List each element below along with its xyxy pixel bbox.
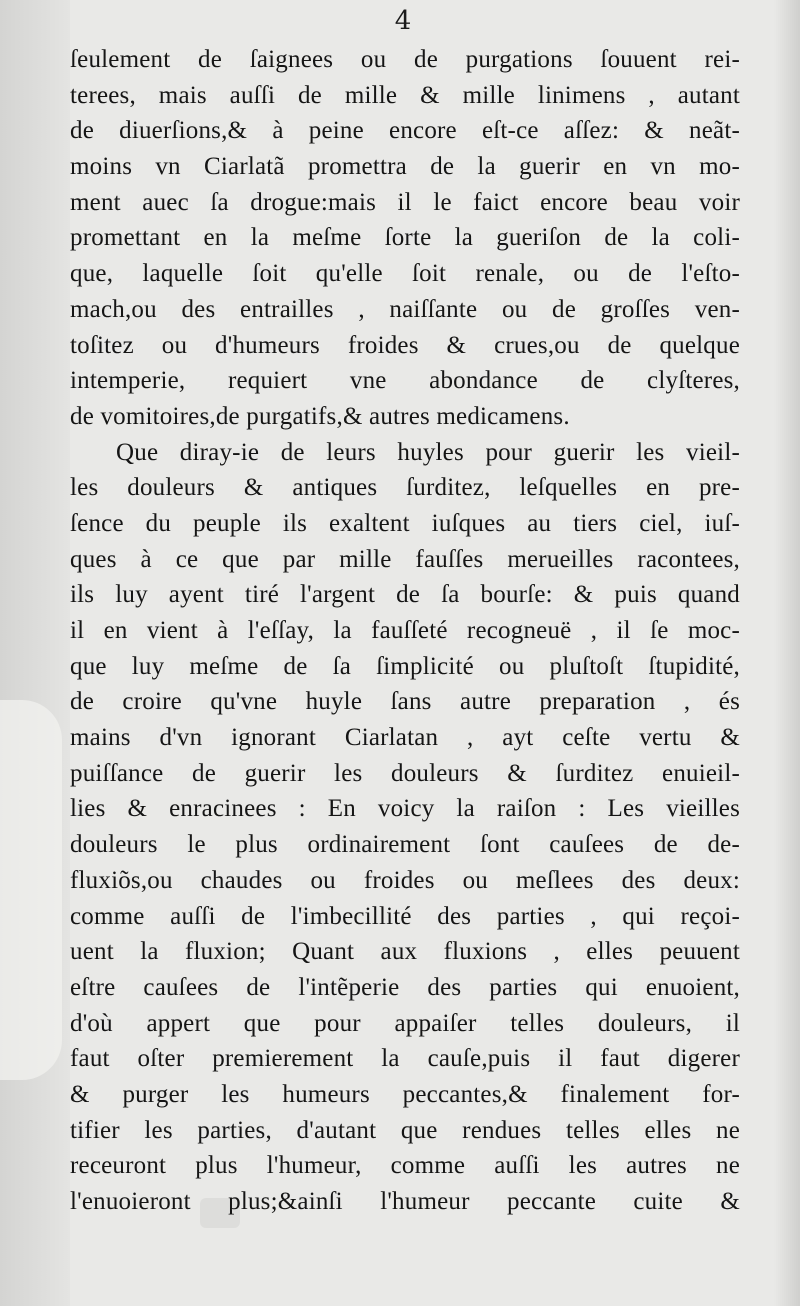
left-margin-shadow [0, 0, 70, 1306]
text-line: tifier les parties, d'autant que rendues telles elles ne [70, 1116, 740, 1144]
text-line: ils luy ayent tiré l'argent de ſa bourſe: & puis quand [70, 581, 740, 609]
text-line: ment auec ſa drogue:mais il le faict encore beau voir [70, 188, 740, 216]
page-number: 4 [394, 6, 412, 36]
paper-stain [0, 700, 62, 1080]
text-line: de croire qu'vne huyle ſans autre preparation , és [70, 688, 740, 716]
text-line: promettant en la meſme ſorte la gueriſon de la coli- [70, 224, 740, 252]
text-line: que, laquelle ſoit qu'elle ſoit renale, ou de l'eſto- [70, 260, 740, 288]
text-line: comme auſſi de l'imbecillité des parties , qui reçoi- [70, 902, 740, 930]
text-line: fluxiõs,ou chaudes ou froides ou meſlees des deux: [70, 866, 740, 894]
body-text [70, 42, 740, 1220]
text-line: mains d'vn ignorant Ciarlatan , ayt ceſte vertu & [70, 724, 740, 752]
text-line: l'enuoieront plus;&ainſi l'humeur peccante cuite & [70, 1188, 740, 1215]
text-line: eſtre cauſees de l'intẽperie des parties qui enuoient, [70, 973, 740, 1001]
right-page-edge [774, 0, 800, 1306]
text-line: que luy meſme de ſa ſimplicité ou pluſtoſt ſtupidité, [70, 652, 740, 680]
text-line: terees, mais auſſi de mille & mille linimens , autant [70, 81, 740, 109]
text-line: uent la fluxion; Quant aux fluxions , elles peuuent [70, 938, 740, 966]
text-line: douleurs le plus ordinairement ſont cauſees de de- [70, 831, 740, 859]
text-line: & purger les humeurs peccantes,& finalement for- [70, 1080, 740, 1108]
text-line: ſence du peuple ils exaltent iuſques au tiers ciel, iuſ- [70, 509, 740, 537]
text-line: il en vient à l'eſſay, la fauſſeté recogneuë , il ſe moc- [70, 617, 740, 644]
text-line: toſitez ou d'humeurs froides & crues,ou de quelque [70, 331, 740, 359]
text-line: receuront plus l'humeur, comme auſſi les autres ne [70, 1152, 740, 1180]
text-line: de vomitoires,de purgatifs,& autres medicamens. [70, 402, 570, 430]
text-line: d'où appert que pour appaiſer telles douleurs, il [70, 1009, 740, 1037]
text-line: ques à ce que par mille fauſſes merueilles racontees, [70, 545, 740, 573]
text-line: les douleurs & antiques ſurditez, leſquelles en pre- [70, 474, 740, 502]
text-line: lies & enracinees : En voicy la raiſon : Les vieilles [70, 795, 740, 823]
paragraph-first-line: Que diray-ie de leurs huyles pour guerir les vieil- [116, 438, 740, 466]
text-line: de diuerſions,& à peine encore eſt-ce aſſez: & neãt- [70, 117, 740, 145]
text-line: intemperie, requiert vne abondance de clyſteres, [70, 367, 740, 395]
text-line: puiſſance de guerir les douleurs & ſurditez enuieil- [70, 759, 740, 787]
text-line: mach,ou des entrailles , naiſſante ou de groſſes ven- [70, 295, 740, 323]
text-line: faut oſter premierement la cauſe,puis il faut digerer [70, 1045, 740, 1073]
text-line: ſeulement de ſaignees ou de purgations ſouuent rei- [70, 46, 740, 73]
text-line: moins vn Ciarlatã promettra de la guerir en vn mo- [70, 153, 740, 181]
